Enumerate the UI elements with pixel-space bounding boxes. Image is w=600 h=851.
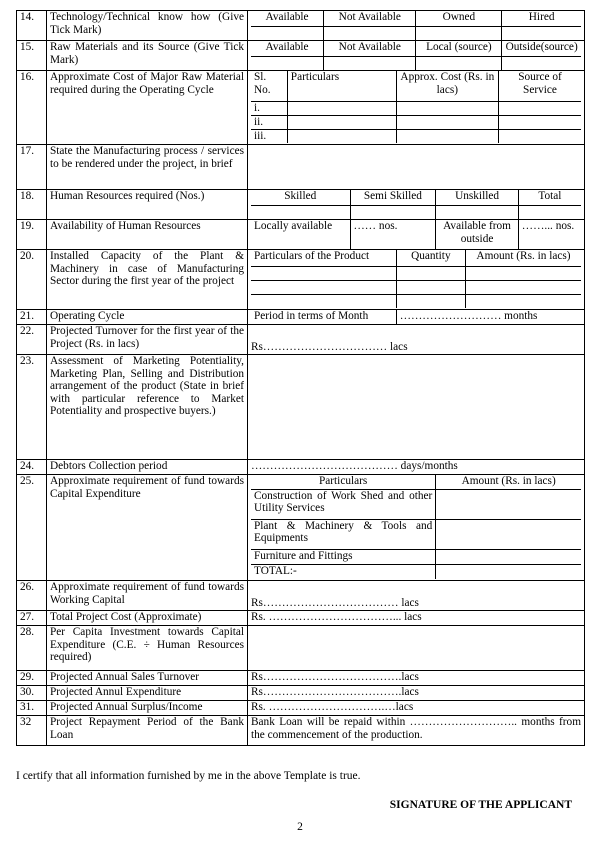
repayment-period-field[interactable]: Bank Loan will be repaid within ……………………….. months from the commencement of the production. bbox=[248, 716, 585, 746]
tech-options bbox=[251, 11, 581, 40]
amount-cell[interactable] bbox=[436, 519, 581, 549]
header-sl-no: Sl. No. bbox=[251, 71, 287, 101]
page-number: 2 bbox=[297, 821, 303, 833]
per-capita-field[interactable] bbox=[248, 626, 585, 671]
tick-cell[interactable] bbox=[416, 56, 502, 70]
row-32 bbox=[17, 716, 585, 746]
applicant-signature-label: SIGNATURE OF THE APPLICANT bbox=[389, 799, 572, 811]
product-cell[interactable] bbox=[251, 266, 396, 280]
header-semi-skilled: Semi Skilled bbox=[350, 190, 436, 205]
row-question: Debtors Collection period bbox=[47, 460, 248, 475]
capital-expenditure-table bbox=[251, 475, 581, 579]
row-14 bbox=[17, 11, 585, 41]
row-question: Raw Materials and its Source (Give Tick Mark) bbox=[47, 41, 248, 71]
header-particulars-of-product: Particulars of the Product bbox=[251, 250, 396, 266]
row-18 bbox=[17, 190, 585, 220]
item-total: TOTAL:- bbox=[251, 564, 436, 579]
total-project-cost-field[interactable]: Rs. ……………………………... lacs bbox=[248, 611, 585, 626]
particulars-cell[interactable] bbox=[287, 101, 396, 115]
tick-cell[interactable] bbox=[324, 26, 416, 40]
item-label: iii. bbox=[251, 129, 287, 143]
row-20 bbox=[17, 250, 585, 310]
item-label: ii. bbox=[251, 115, 287, 129]
row-question: Total Project Cost (Approximate) bbox=[47, 611, 248, 626]
row-31 bbox=[17, 701, 585, 716]
header-total: Total bbox=[518, 190, 581, 205]
header-approx-cost: Approx. Cost (Rs. in lacs) bbox=[396, 71, 498, 101]
local-count-field[interactable]: …… nos. bbox=[350, 220, 436, 249]
source-cell[interactable] bbox=[498, 129, 581, 143]
cost-cell[interactable] bbox=[396, 115, 498, 129]
quantity-cell[interactable] bbox=[396, 294, 465, 308]
row-number: 16. bbox=[17, 71, 47, 145]
item-furniture: Furniture and Fittings bbox=[251, 549, 436, 564]
row-28 bbox=[17, 626, 585, 671]
cost-cell[interactable] bbox=[396, 101, 498, 115]
count-cell[interactable] bbox=[518, 205, 581, 219]
row-number: 21. bbox=[17, 310, 47, 325]
sales-turnover-field[interactable]: Rs……………………………….lacs bbox=[248, 671, 585, 686]
tick-cell[interactable] bbox=[251, 56, 324, 70]
source-cell[interactable] bbox=[498, 115, 581, 129]
row-23 bbox=[17, 355, 585, 460]
header-particulars: Particulars bbox=[287, 71, 396, 101]
row-number: 19. bbox=[17, 220, 47, 250]
months-field[interactable]: ……………………… months bbox=[396, 310, 581, 324]
row-question: Installed Capacity of the Plant & Machinery in case of Manufacturing Sector during the first year of the project bbox=[47, 250, 248, 310]
product-cell[interactable] bbox=[251, 280, 396, 294]
count-cell[interactable] bbox=[436, 205, 519, 219]
tick-cell[interactable] bbox=[416, 26, 502, 40]
row-15 bbox=[17, 41, 585, 71]
row-26 bbox=[17, 581, 585, 611]
human-resources-table bbox=[251, 190, 581, 219]
option-available[interactable]: Available bbox=[251, 41, 324, 56]
row-number: 28. bbox=[17, 626, 47, 671]
particulars-cell[interactable] bbox=[287, 129, 396, 143]
item-plant-machinery: Plant & Machinery & Tools and Equipments bbox=[251, 519, 436, 549]
row-number: 26. bbox=[17, 581, 47, 611]
row-question: Projected Annual Surplus/Income bbox=[47, 701, 248, 716]
row-25 bbox=[17, 475, 585, 581]
row-number: 32 bbox=[17, 716, 47, 746]
row-question: Project Repayment Period of the Bank Loan bbox=[47, 716, 248, 746]
item-work-shed: Construction of Work Shed and other Utility Services bbox=[251, 489, 436, 519]
row-question: Human Resources required (Nos.) bbox=[47, 190, 248, 220]
annual-surplus-field[interactable]: Rs. ………………………….…lacs bbox=[248, 701, 585, 716]
header-amount: Amount (Rs. in lacs) bbox=[465, 250, 581, 266]
row-number: 24. bbox=[17, 460, 47, 475]
cost-cell[interactable] bbox=[396, 129, 498, 143]
row-question: Operating Cycle bbox=[47, 310, 248, 325]
availability-table bbox=[251, 220, 581, 249]
row-number: 20. bbox=[17, 250, 47, 310]
period-label: Period in terms of Month bbox=[251, 310, 396, 324]
row-number: 29. bbox=[17, 671, 47, 686]
outside-available-label: Available from outside bbox=[436, 220, 519, 249]
option-not-available[interactable]: Not Available bbox=[324, 11, 416, 26]
quantity-cell[interactable] bbox=[396, 266, 465, 280]
particulars-cell[interactable] bbox=[287, 115, 396, 129]
row-question: Projected Annual Sales Turnover bbox=[47, 671, 248, 686]
header-quantity: Quantity bbox=[396, 250, 465, 266]
locally-available-label: Locally available bbox=[251, 220, 350, 249]
row-number: 17. bbox=[17, 145, 47, 190]
application-form-table bbox=[16, 10, 585, 746]
amount-cell[interactable] bbox=[436, 549, 581, 564]
row-question: Projected Annul Expenditure bbox=[47, 686, 248, 701]
raw-material-cost-table bbox=[251, 71, 581, 143]
option-not-available[interactable]: Not Available bbox=[324, 41, 416, 56]
option-outside-source[interactable]: Outside(source) bbox=[502, 41, 581, 56]
outside-count-field[interactable]: ……... nos. bbox=[518, 220, 581, 249]
annual-expenditure-field[interactable]: Rs……………………………….lacs bbox=[248, 686, 585, 701]
operating-cycle-table bbox=[251, 310, 581, 324]
row-number: 27. bbox=[17, 611, 47, 626]
row-17 bbox=[17, 145, 585, 190]
tick-cell[interactable] bbox=[251, 26, 324, 40]
header-skilled: Skilled bbox=[251, 190, 350, 205]
header-source-of-service: Source of Service bbox=[498, 71, 581, 101]
row-22 bbox=[17, 325, 585, 355]
count-cell[interactable] bbox=[251, 205, 350, 219]
row-number: 15. bbox=[17, 41, 47, 71]
row-question: State the Manufacturing process / services to be rendered under the project, in brief bbox=[47, 145, 248, 190]
row-number: 22. bbox=[17, 325, 47, 355]
row-question: Technology/Technical know how (Give Tick Mark) bbox=[47, 11, 248, 41]
row-number: 25. bbox=[17, 475, 47, 581]
row-question: Approximate Cost of Major Raw Material required during the Operating Cycle bbox=[47, 71, 248, 145]
row-29 bbox=[17, 671, 585, 686]
row-number: 31. bbox=[17, 701, 47, 716]
row-number: 30. bbox=[17, 686, 47, 701]
row-question: Availability of Human Resources bbox=[47, 220, 248, 250]
row-19 bbox=[17, 220, 585, 250]
turnover-field[interactable]: Rs…………………………… lacs bbox=[248, 325, 585, 355]
row-27 bbox=[17, 611, 585, 626]
amount-cell[interactable] bbox=[436, 489, 581, 519]
quantity-cell[interactable] bbox=[396, 280, 465, 294]
row-question: Projected Turnover for the first year of the Project (Rs. in lacs) bbox=[47, 325, 248, 355]
option-local-source[interactable]: Local (source) bbox=[416, 41, 502, 56]
tick-cell[interactable] bbox=[502, 56, 581, 70]
row-16 bbox=[17, 71, 585, 145]
header-unskilled: Unskilled bbox=[436, 190, 519, 205]
header-amount: Amount (Rs. in lacs) bbox=[436, 475, 581, 489]
row-number: 18. bbox=[17, 190, 47, 220]
header-particulars: Particulars bbox=[251, 475, 436, 489]
source-cell[interactable] bbox=[498, 101, 581, 115]
row-number: 14. bbox=[17, 11, 47, 41]
collection-period-field[interactable]: ………………………………… days/months bbox=[248, 460, 585, 475]
option-owned[interactable]: Owned bbox=[416, 11, 502, 26]
answer-cell[interactable] bbox=[248, 355, 585, 460]
row-question: Assessment of Marketing Potentiality, Marketing Plan, Selling and Distribution arrangement of the product (State in brief with particular reference to Market Potentiality and prospective buyers.) bbox=[47, 355, 248, 460]
option-available[interactable]: Available bbox=[251, 11, 324, 26]
item-label: i. bbox=[251, 101, 287, 115]
count-cell[interactable] bbox=[350, 205, 436, 219]
amount-cell[interactable] bbox=[465, 280, 581, 294]
amount-cell[interactable] bbox=[465, 266, 581, 280]
row-question: Approximate requirement of fund towards Working Capital bbox=[47, 581, 248, 611]
working-capital-field[interactable]: Rs……………………………… lacs bbox=[248, 581, 585, 611]
tick-cell[interactable] bbox=[502, 26, 581, 40]
tick-cell[interactable] bbox=[324, 56, 416, 70]
row-question: Per Capita Investment towards Capital Expenditure (C.E. ÷ Human Resources required) bbox=[47, 626, 248, 671]
row-30 bbox=[17, 686, 585, 701]
option-hired[interactable]: Hired bbox=[502, 11, 581, 26]
installed-capacity-table bbox=[251, 250, 581, 308]
certification-statement: I certify that all information furnished by me in the above Template is true. bbox=[16, 770, 361, 782]
row-question: Approximate requirement of fund towards Capital Expenditure bbox=[47, 475, 248, 581]
raw-material-options bbox=[251, 41, 581, 70]
row-24 bbox=[17, 460, 585, 475]
product-cell[interactable] bbox=[251, 294, 396, 308]
row-21 bbox=[17, 310, 585, 325]
row-number: 23. bbox=[17, 355, 47, 460]
amount-cell[interactable] bbox=[465, 294, 581, 308]
answer-cell[interactable] bbox=[248, 145, 585, 190]
amount-cell[interactable] bbox=[436, 564, 581, 579]
